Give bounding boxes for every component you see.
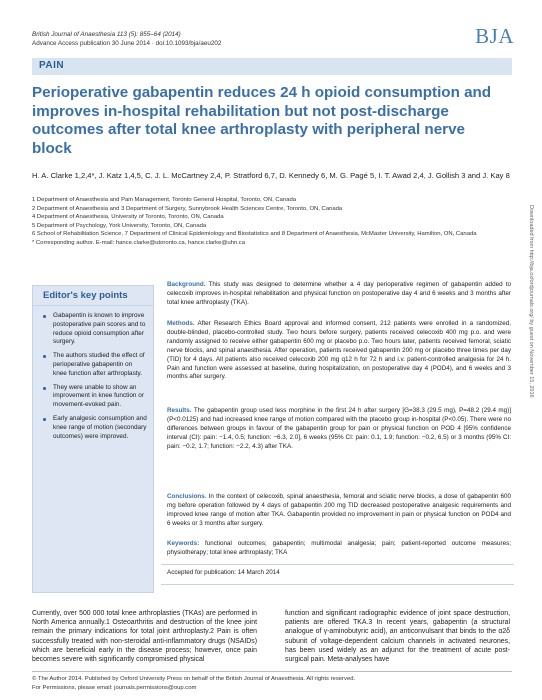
journal-logo: BJA	[475, 24, 514, 48]
abstract-conclusions	[167, 493, 511, 529]
abstract-label: Conclusions.	[167, 493, 207, 500]
abstract-text: In the context of celecoxib, spinal anaesthesia, femoral and sciatic nerve blocks, a dose of gabapentin 600 mg before operation followed by 4 days of gabapentin 200 mg TID decreased postoperative analgesic requirements and improved knee range of motion after TKA. Gabapentin provided no improvement in pain or physical function on POD4 and 6 weeks or 3 months after surgery.	[167, 493, 512, 527]
key-point-item: They were unable to show an improvement in knee function or movement-evoked pain.	[53, 384, 147, 410]
journal-citation: British Journal of Anaesthesia 113 (5): 855–64 (2014)	[32, 31, 181, 38]
permissions-line: For Permissions, please email: journals.permissions@oup.com	[32, 684, 197, 691]
affiliation-line: 2 Department of Anaesthesia and 3 Department of Surgery, Sunnybrook Health Sciences Centre, Toronto, ON, Canada	[32, 205, 343, 212]
affiliation-line: 5 Department of Psychology, York University, Toronto, ON, Canada	[32, 222, 207, 229]
abstract-text: After Research Ethics Board approval and informed consent, 212 patients were enrolled in a randomized, double-blinded, placebo-controlled study. Two hours before surgery, patients received celecoxib 400 mg p.o. and were randomly assigned to receive either gabapentin 600 mg or placebo p.o. Two hours later, patients received femoral, sciatic nerve blocks, and spinal anaesthesia. After operation, patients received gabapentin 200 mg or placebo three times per day (TID) for 4 days. All patients also received celecoxib 200 mg q12 h for 72 h and i.v. patient-controlled analgesia for 24 h. Pain and function were assessed at baseline, during hospitalization, on postoperative day 4 (POD4), and 6 weeks and 3 months after surgery.	[167, 320, 511, 381]
article-title: Perioperative gabapentin reduces 24 h opioid consumption and improves in-hospital rehabilitation but not post-discharge outcomes after total knee arthroplasty with peripheral nerve block	[32, 84, 492, 157]
advance-access-line: Advance Access publication 30 June 2014 · doi:10.1093/bja/aeu202	[32, 40, 222, 47]
abstract-keywords	[167, 540, 511, 558]
body-column-right: function and significant radiographic evidence of joint space destruction, patients are offered TKA.3 In recent years, gabapentin (a structural analogue of γ-aminobutyric acid), an anticonvulsant that binds to the α2δ subunit of voltage-dependent calcium channels in activated neurones, has been used widely as an adjunct for the treatment of acute post-surgical pain. Meta-analyses have	[285, 610, 510, 664]
affiliations	[32, 196, 512, 247]
key-point-item: Gabapentin is known to improve postoperative pain scores and to reduce opioid consumption after surgery.	[53, 312, 146, 346]
footer	[32, 675, 355, 692]
abstract-divider	[161, 564, 514, 565]
key-points-list	[33, 312, 153, 446]
abstract-label: Methods.	[167, 320, 195, 327]
journal-header	[32, 30, 221, 48]
footer-divider	[32, 671, 512, 672]
key-points-heading: Editor's key points	[33, 286, 153, 306]
body-column-left: Currently, over 500 000 total knee arthroplasties (TKAs) are performed in North America annually.1 Osteoarthritis and destruction of the knee joint remain the primary indications for total joint arthroplasty.2 Pain is often successfully treated with non-steroidal anti-inflammatory drugs (NSAIDs) which are beneficial early in the disease process; however, once pain becomes severe with significantly compromised physical	[32, 610, 257, 664]
corresponding-author: * Corresponding author. E-mail: hance.clarke@utoronto.ca, hance.clarke@uhn.ca	[32, 239, 246, 246]
abstract-label: Keywords:	[167, 540, 200, 547]
accepted-date: Accepted for publication: 14 March 2014	[167, 569, 280, 576]
abstract-background	[167, 281, 511, 308]
section-label: PAIN	[39, 60, 65, 71]
copyright-line: © The Author 2014. Published by Oxford University Press on behalf of the British Journal of Anaesthesia. All rights reserved.	[32, 676, 356, 682]
key-point-item: The authors studied the effect of perioperative gabapentin on knee function after arthroplasty.	[53, 352, 147, 378]
abstract	[161, 281, 514, 593]
affiliation-line: 6 School of Rehabilitation Science, 7 Department of Clinical Epidemiology and Biostatistics and 8 Department of Anaesthesia, McMaster University, Hamilton, ON, Canada	[32, 231, 477, 237]
abstract-text: This study was designed to determine whether a 4 day perioperative regimen of gabapentin added to celecoxib improves in-hospital rehabilitation and physical function on postoperative day 4 and 6 weeks and 3 months after total knee arthroplasty (TKA).	[167, 281, 511, 306]
abstract-label: Background.	[167, 281, 206, 288]
author-list: H. A. Clarke 1,2,4*, J. Katz 1,4,5, C. J. L. McCartney 2,4, P. Stratford 6,7, D. Kennedy 6, M. G. Pagé 5, I. T. Awad 2,4, J. Gollish 3 and J. Kay 8	[32, 171, 510, 180]
abstract-text: functional outcomes; gabapentin; multimodal analgesia; pain; patient-reported outcome measures; physiotherapy; total knee arthroplasty; TKA	[167, 540, 512, 556]
affiliation-line: 4 Department of Anaesthesia, University of Toronto, Toronto, ON, Canada	[32, 214, 224, 220]
affiliation-line: 1 Department of Anaesthesia and Pain Management, Toronto General Hospital, Toronto, ON, Canada	[32, 197, 297, 203]
key-points-box	[32, 285, 154, 593]
download-watermark	[526, 205, 536, 675]
abstract-divider	[161, 584, 514, 585]
abstract-results	[167, 407, 511, 452]
abstract-text: The gabapentin group used less morphine in the first 24 h after surgery [G=38.3 (29.5 mg), P=48.2 (29.4 mg)] (P<0.0125) and had increased knee range of motion compared with the placebo group in-hospital (P<0.05). There were no differences between groups in favour of the gabapentin group for pain or physical function on POD 4 [95% confidence interval (CI): pain: −1.4, 0.5; function: −6.3, 2.0], 6 weeks (95% CI: pain: 0.1, 1.9; function: −0.2, 6.5) or 3 months (95% CI: pain: −0.2, 1.7; function: −2.2, 4.3) after TKA.	[167, 407, 511, 450]
key-point-item: Early analgesic consumption and knee range of motion (secondary outcomes) were improved.	[53, 414, 147, 440]
abstract-methods	[167, 320, 511, 382]
abstract-label: Results.	[167, 407, 192, 414]
section-bar	[32, 58, 512, 75]
download-note: Downloaded from http://bja.oxfordjournals.org/ by guest on November 15, 2016	[528, 205, 534, 398]
